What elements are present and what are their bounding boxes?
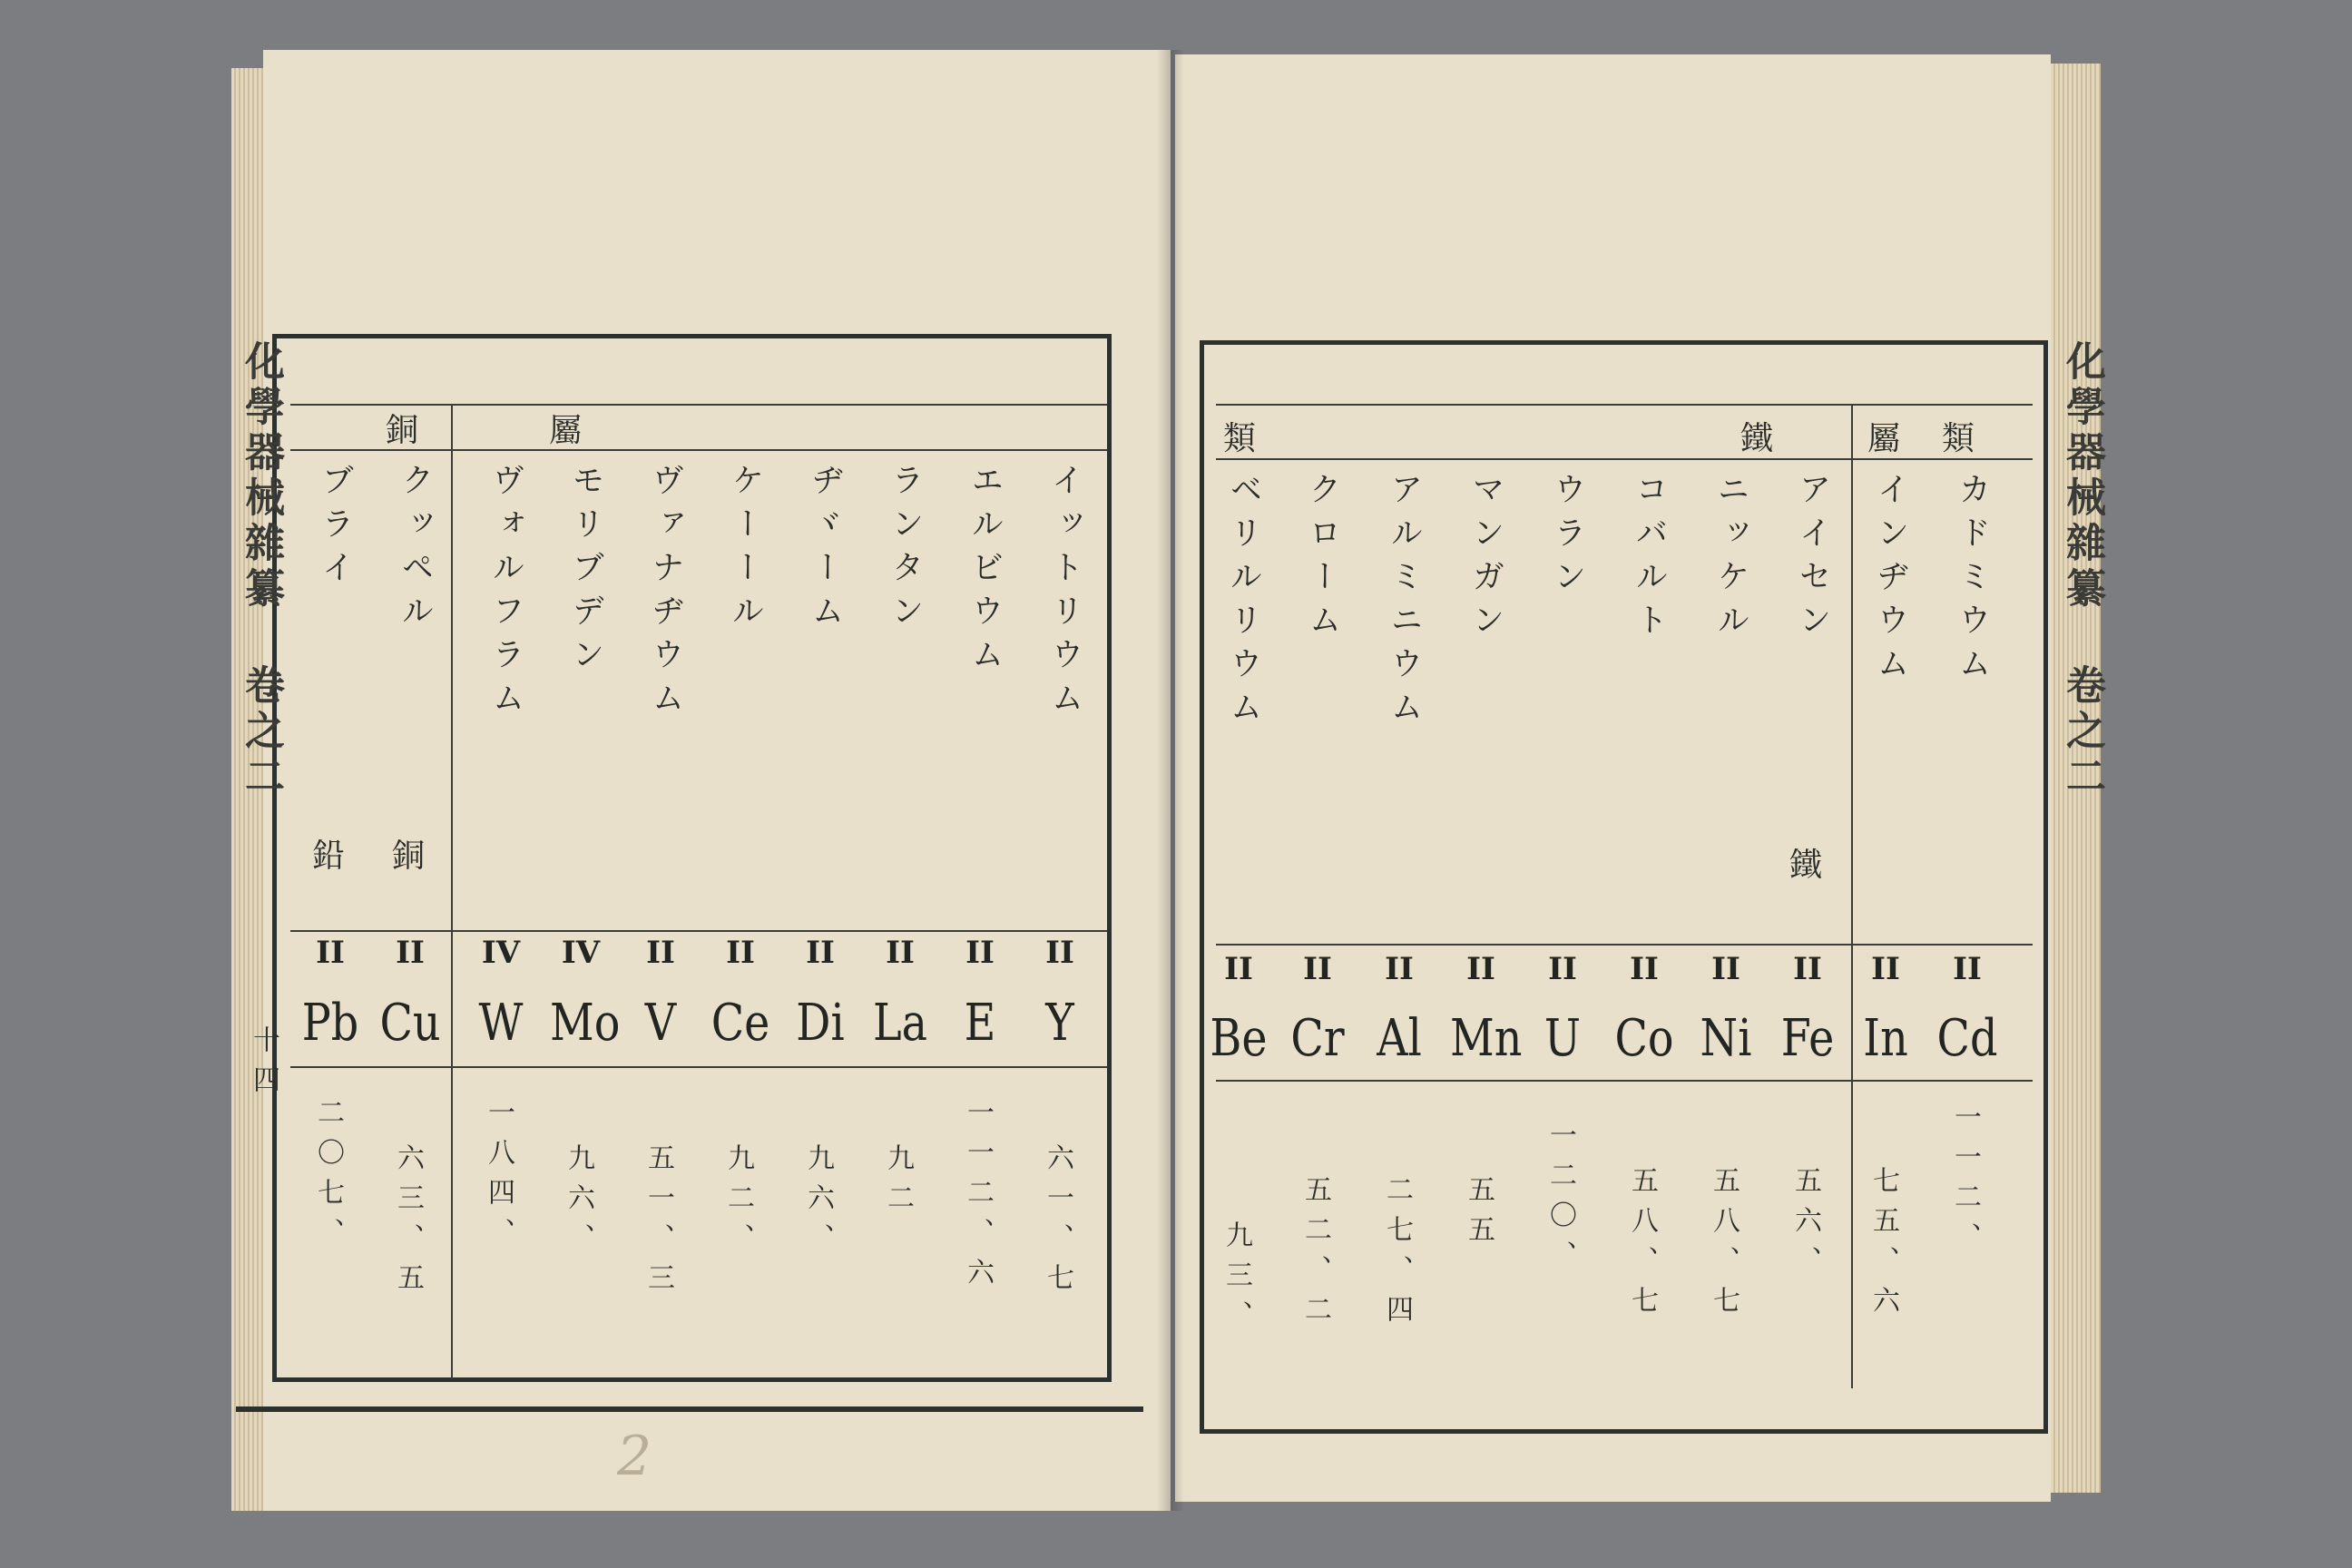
valence: II xyxy=(726,935,755,971)
element-name: エルビウム xyxy=(966,463,1004,681)
valence: II xyxy=(886,935,915,971)
element-name: ニッケル xyxy=(1712,472,1749,646)
element-name: ヴォルフラム xyxy=(487,463,524,724)
valence: II xyxy=(806,935,835,971)
element-symbol: Di xyxy=(796,994,845,1053)
valence: II xyxy=(1466,951,1495,987)
valence: II xyxy=(646,935,675,971)
right-header-class-left: 類 xyxy=(1223,420,1257,457)
element-name: アイセン xyxy=(1794,472,1831,646)
element-name: インヂウム xyxy=(1872,472,1909,690)
atomic-weight: 六三、五 xyxy=(392,1143,424,1303)
book-gutter xyxy=(1157,50,1184,1511)
atomic-weight: 九三、 xyxy=(1220,1220,1252,1340)
atomic-weight: 一八四、 xyxy=(483,1098,514,1258)
atomic-weight: 五一、三 xyxy=(642,1143,674,1303)
element-name: ヴァナヂウム xyxy=(647,463,684,724)
valence: II xyxy=(965,935,995,971)
valence: II xyxy=(396,935,425,971)
element-name: ヂヾーム xyxy=(807,463,844,637)
element-symbol: Cd xyxy=(1936,1009,1998,1068)
valence: II xyxy=(1630,951,1659,987)
right-column-divider xyxy=(1851,404,1853,1388)
atomic-weight: 五八、七 xyxy=(1626,1166,1658,1326)
valence: IV xyxy=(481,935,521,971)
element-name: カドミウム xyxy=(1954,472,1991,690)
element-kanji-copper: 銅 xyxy=(392,838,426,875)
left-symbol-line xyxy=(290,1066,1107,1068)
right-margin-title: 化學器械雜纂 卷之二 xyxy=(2059,340,2105,800)
valence: II xyxy=(1711,951,1740,987)
element-name: イットリウム xyxy=(1046,463,1083,724)
atomic-weight: 九二 xyxy=(882,1143,914,1223)
element-name: ブライ xyxy=(317,463,354,593)
atomic-weight: 一二〇、 xyxy=(1544,1121,1576,1280)
valence: II xyxy=(1385,951,1414,987)
element-name: ケーール xyxy=(727,463,764,637)
element-symbol: Al xyxy=(1377,1009,1422,1068)
element-symbol: Mo xyxy=(550,994,621,1053)
element-kanji-iron: 鐵 xyxy=(1789,847,1823,884)
element-symbol: V xyxy=(644,994,677,1053)
valence: II xyxy=(1303,951,1332,987)
right-symbol-line xyxy=(1216,1080,2033,1082)
right-header-iron: 鐵 xyxy=(1740,420,1774,457)
atomic-weight: 五五 xyxy=(1463,1175,1494,1255)
element-symbol: Fe xyxy=(1780,1009,1835,1068)
element-symbol: W xyxy=(478,994,524,1053)
right-header-genus: 屬 xyxy=(1867,420,1901,457)
atomic-weight: 九六、 xyxy=(802,1143,834,1263)
valence: II xyxy=(1793,951,1822,987)
element-symbol: Cu xyxy=(379,994,441,1053)
element-symbol: Ni xyxy=(1700,1009,1752,1068)
element-symbol: Pb xyxy=(301,994,359,1053)
atomic-weight: 五八、七 xyxy=(1708,1166,1740,1326)
atomic-weight: 七五、六 xyxy=(1867,1166,1899,1326)
atomic-weight: 五六、 xyxy=(1789,1166,1821,1286)
valence: II xyxy=(1953,951,1982,987)
element-name: モリブデン xyxy=(567,463,604,681)
left-column-divider xyxy=(451,404,453,1379)
left-bottom-rule xyxy=(236,1406,1143,1412)
left-margin-title: 化學器械雜纂 卷之二 xyxy=(238,340,284,800)
atomic-weight: 二〇七、 xyxy=(312,1098,344,1258)
element-symbol: U xyxy=(1544,1009,1582,1068)
valence: IV xyxy=(561,935,601,971)
atomic-weight: 一一二、六 xyxy=(962,1098,994,1298)
element-symbol: In xyxy=(1863,1009,1908,1068)
atomic-weight: 一一二、 xyxy=(1949,1102,1981,1262)
element-symbol: Ce xyxy=(710,994,770,1053)
element-symbol: Be xyxy=(1210,1009,1268,1068)
right-header-class: 類 xyxy=(1942,420,1975,457)
atomic-weight: 五二、二 xyxy=(1299,1175,1331,1335)
atomic-weight: 九六、 xyxy=(563,1143,594,1263)
pencil-mark: 2 xyxy=(617,1425,652,1488)
valence: II xyxy=(316,935,345,971)
element-name: クッペル xyxy=(397,463,434,637)
element-symbol: E xyxy=(964,994,996,1053)
right-subheader-line xyxy=(1216,458,2033,460)
atomic-weight: 二七、四 xyxy=(1381,1175,1413,1335)
element-symbol: Mn xyxy=(1450,1009,1523,1068)
valence: II xyxy=(1871,951,1900,987)
left-header-genus: 屬 xyxy=(549,412,583,449)
element-kanji-lead: 鉛 xyxy=(312,838,346,875)
right-valence-line xyxy=(1216,944,2033,946)
element-symbol: Cr xyxy=(1290,1009,1345,1068)
element-name: コバルト xyxy=(1631,472,1668,646)
atomic-weight: 九二、 xyxy=(722,1143,754,1263)
element-symbol: Co xyxy=(1614,1009,1674,1068)
element-symbol: Y xyxy=(1045,994,1074,1053)
right-header-line xyxy=(1216,404,2033,406)
valence: II xyxy=(1045,935,1074,971)
valence: II xyxy=(1224,951,1253,987)
valence: II xyxy=(1548,951,1577,987)
element-name: ベリルリウム xyxy=(1225,472,1262,733)
element-name: ウラン xyxy=(1549,472,1586,603)
left-valence-line xyxy=(290,930,1107,932)
element-name: アルミニウム xyxy=(1386,472,1423,733)
element-name: クローム xyxy=(1304,472,1341,646)
left-page-number: 十四 xyxy=(248,1025,279,1105)
left-header-copper: 銅 xyxy=(386,412,419,449)
element-name: ランタン xyxy=(887,463,924,637)
element-name: マンガン xyxy=(1467,472,1504,646)
element-symbol: La xyxy=(872,994,927,1053)
atomic-weight: 六一、七 xyxy=(1042,1143,1073,1303)
